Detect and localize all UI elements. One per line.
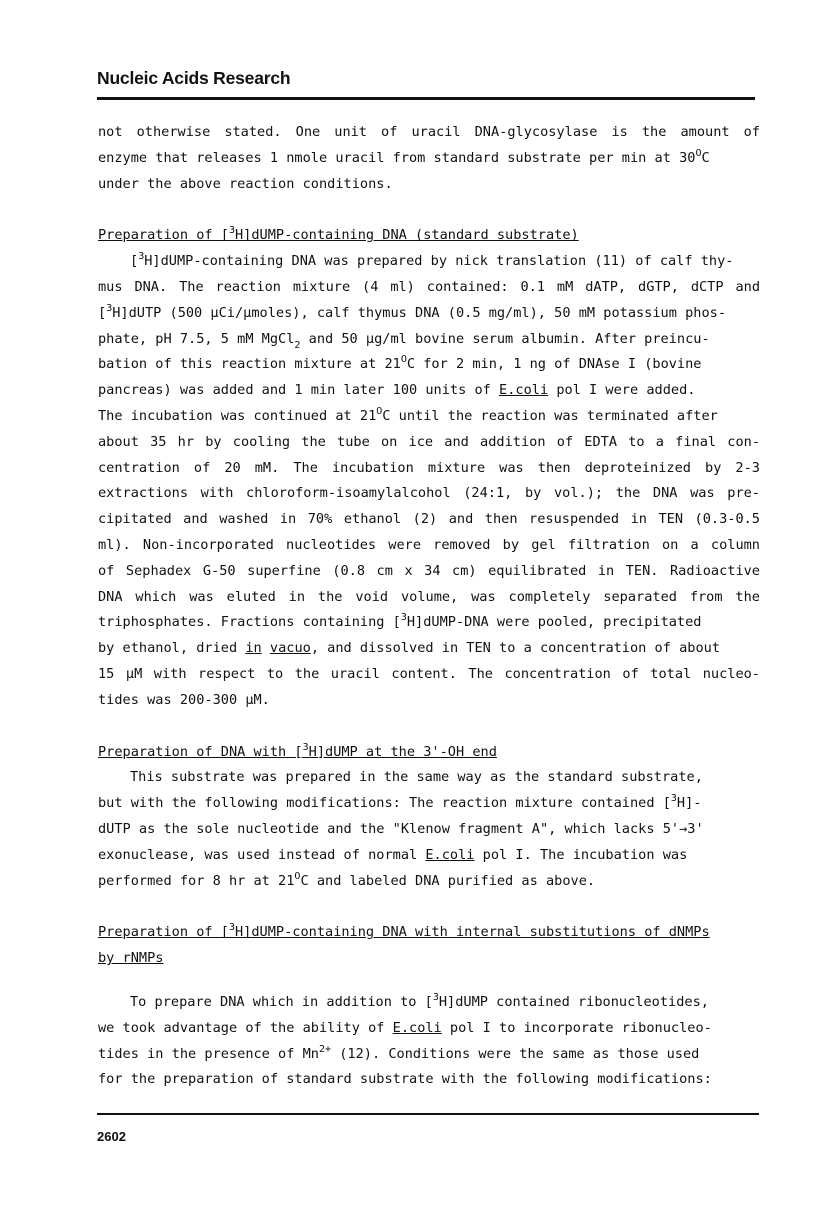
text-line: but with the following modifications: The reaction mixture contained [$^3$H]- [98,793,702,812]
text-line: under the above reaction conditions. [98,175,393,192]
journal-title: Nucleic Acids Research [97,68,291,88]
article-body [98,120,760,1093]
spacer [98,714,760,740]
text-line: The incubation was continued at $21^OC$ until the reaction was terminated after [98,405,718,424]
section-heading-rnmp-substitutions [98,920,760,972]
footer-rule [97,1113,759,1115]
heading-line: by rNMPs [98,950,164,967]
text-line: of Sephadex G-50 superfine (0.8 cm x 34 cm) equilibrated in TEN. Radioactive [98,562,760,579]
heading-line: Preparation of [$^3$H]dUMP-containing DNA with internal substitutions of dNMPs [98,922,710,941]
text-line: by ethanol, dried in vacuo, and dissolved in TEN to a concentration of about [98,640,721,657]
text-line: phate, pH 7.5, 5 mM MgCl$_2$ and 50 µg/ml bovine serum albumin. After preincu- [98,330,710,351]
text-line: DNA which was eluted in the void volume, was completely separated from the [98,588,760,605]
organism-name: E.coli [499,382,549,399]
text-line: exonuclease, was used instead of normal E.coli pol I. The incubation was [98,846,688,863]
section2-paragraph [98,765,760,894]
text-line: for the preparation of standard substrate with the following modifications: [98,1071,712,1088]
section-heading-standard-substrate: Preparation of [$^3$H]dUMP-containing DNA (standard substrate) [98,225,579,244]
text-line: mus DNA. The reaction mixture (4 ml) contained: 0.1 mM dATP, dGTP, dCTP and [98,278,760,295]
text-line: enzyme that releases 1 nmole uracil from standard substrate per min at $30^OC$ [98,147,710,166]
text-line: we took advantage of the ability of E.coli pol I to incorporate ribonucleo- [98,1019,712,1036]
text-line: extractions with chloroform-isoamylalcohol (24:1, by vol.); the DNA was pre- [98,485,760,502]
organism-name: E.coli [392,1019,442,1036]
text-line: triphosphates. Fractions containing [$^3$H]dUMP-DNA were pooled, precipitated [98,612,702,631]
text-line: ml). Non-incorporated nucleotides were removed by gel filtration on a column [98,536,760,553]
text-line: not otherwise stated. One unit of uracil DNA-glycosylase is the amount of [98,124,760,140]
spacer [98,197,760,223]
text-line: This substrate was prepared in the same way as the standard substrate, [130,769,703,786]
text-line: tides in the presence of $Mn^{2+}$ (12). Conditions were the same as those used [98,1043,700,1062]
text-line: pancreas) was added and 1 min later 100 units of E.coli pol I were added. [98,382,696,399]
text-line: 15 µM with respect to the uracil content. The concentration of total nucleo- [98,665,760,682]
section-heading-3oh-end: Preparation of DNA with [$^3$H]dUMP at the 3'-OH end [98,741,497,760]
latin-phrase: vacuo [269,640,311,657]
text-line: cipitated and washed in 70% ethanol (2) and then resuspended in TEN (0.3-0.5 [98,511,760,528]
text-line: bation of this reaction mixture at $21^OC$ for 2 min, 1 ng of DNAse I (bovine [98,354,702,373]
text-line: dUTP as the sole nucleotide and the "Klenow fragment A", which lacks 5'→3' [98,820,704,837]
text-line: performed for 8 hr at $21^OC$ and labeled DNA purified as above. [98,870,596,889]
page-number: 2602 [97,1129,126,1144]
text-line: about 35 hr by cooling the tube on ice and addition of EDTA to a final con- [98,433,760,450]
text-line: centration of 20 mM. The incubation mixture was then deproteinized by 2-3 [98,459,760,476]
section3-paragraph [98,990,760,1093]
organism-name: E.coli [425,846,475,863]
section1-paragraph [98,249,760,713]
intro-paragraph [98,120,760,197]
spacer [98,972,760,990]
spacer [98,894,760,920]
text-line: To prepare DNA which in addition to [$^3$H]dUMP contained ribonucleotides, [130,991,709,1010]
text-line: [$^3$H]dUTP (500 µCi/µmoles), calf thymus DNA (0.5 mg/ml), 50 mM potassium phos- [98,302,727,321]
latin-phrase: in [245,640,262,657]
text-line: [$^3$H]dUMP-containing DNA was prepared by nick translation (11) of calf thy- [130,251,734,270]
text-line: tides was 200-300 µM. [98,691,270,708]
header-rule [97,97,755,100]
